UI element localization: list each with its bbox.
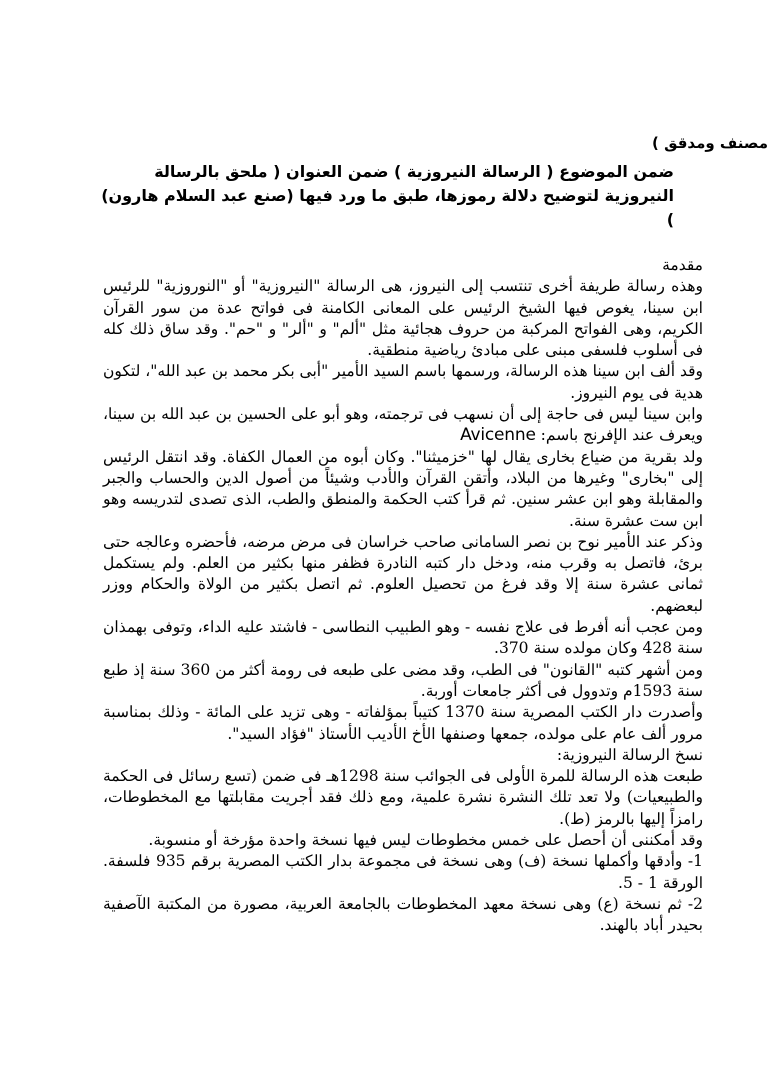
classification-line: مصنف ومدقق ) (652, 134, 768, 152)
paragraph: وقد أمكننى أن أحصل على خمس مخطوطات ليس فيها نسخة واحدة مؤرخة أو منسوبة. (148, 831, 703, 850)
paragraph: طبعت هذه الرسالة للمرة الأولى فى الجوائب سنة 1298هـ فى ضمن (تسع رسائل فى الحكمة والطبيعيات) ولا تعد تلك النشرة نشرة علمية، ومع ذلك فقد أجريت مقابلتها مع المخطوطات، رامزاً إليها بالرمز (ط). (103, 767, 704, 828)
section-heading-introduction: مقدمة (662, 256, 703, 274)
document-title: ضمن الموضوع ( الرسالة النيروزية ) ضمن العنوان ( ملحق بالرسالة النيروزية لتوضيح دلالة رموزها، طبق ما ورد فيها (صنع عبد السلام هارون) ) (101, 162, 674, 229)
paragraph: ومن عجب أنه أفرط فى علاج نفسه - وهو الطبيب النطاسى - فاشتد عليه الداء، وتوفى بهمذان سنة 428 وكان مولده سنة 370. (103, 618, 703, 658)
document-header (0, 132, 768, 232)
paragraph: وقد ألف ابن سينا هذه الرسالة، ورسمها باسم السيد الأمير "أبى بكر محمد بن عبد الله"، لتكون هدية فى يوم النيروز. (103, 362, 703, 402)
section-heading-manuscripts: نسخ الرسالة النيروزية: (556, 745, 703, 764)
paragraph: ومن أشهر كتبه "القانون" فى الطب، وقد مضى على طبعه فى رومة أكثر من 360 سنة إذ طبع سنة 1593م وتدوول فى أكثر جامعات أوربة. (103, 660, 704, 700)
paragraph: وأصدرت دار الكتب المصرية سنة 1370 كتيباً بمؤلفاته - وهى تزيد على المائة - وذلك بمناسبة مرور ألف عام على مولده، جمعها وصنفها الأخ الأديب الأستاذ "فؤاد السيد". (103, 703, 703, 743)
latin-name: Avicenne (460, 425, 536, 446)
paragraph: وهذه رسالة طريفة أخرى تنتسب إلى النيروز، هى الرسالة "النيروزية" أو "النوروزية" للرئيس ابن سينا، يغوص فيها الشيخ الرئيس على المعانى الكامنة فى فواتح عدة من سور القرآن الكريم، وهى الفواتح المركبة من حروف هجائية مثل "ألم" و "ألر" و "حم". وقد ساق ذلك كله فى أسلوب فلسفى مبنى على مبادئ رياضية منطقية. (103, 277, 703, 360)
paragraph: وذكر عند الأمير نوح بن نصر السامانى صاحب خراسان فى مرض مرضه، فأحضره وعالجه حتى برئ، فاتصل به وقرب منه، ودخل دار كتبه النادرة فظفر منها بكثير من العلم. ولم يستكمل ثمانى عشرة سنة إلا وقد فرغ من تحصيل العلوم. ثم اتصل بكثير من الولاة والحكام ووزر لبعضهم. (103, 532, 703, 615)
list-item: 2- ثم نسخة (ع) وهى نسخة معهد المخطوطات بالجامعة العربية، مصورة من المكتبة الآصفية بحيدر أباد بالهند. (103, 894, 703, 935)
paragraph-with-latin (103, 404, 703, 447)
paragraph-text: وابن سينا ليس فى حاجة إلى أن نسهب فى ترجمته، وهو أبو على الحسين بن عبد الله بن سينا، ويعرف عند الإفرنج باسم: (103, 405, 703, 445)
paragraph: ولد بقرية من ضياع بخارى يقال لها "خزميثنا". وكان أبوه من العمال الكفاة. وقد انتقل الرئيس إلى "بخارى" وغيرها من البلاد، وأتقن القرآن والأدب وشيئاً من أصول الدين والحساب والجبر والمقابلة وهو ابن عشر سنين. ثم قرأ كتب الحكمة والمنطق والطب، الذى تصدى لتدريسه وهو ابن ست عشرة سنة. (103, 447, 704, 530)
list-item: 1- وأدقها وأكملها نسخة (ف) وهى نسخة فى مجموعة بدار الكتب المصرية برقم 935 فلسفة. الورقة 1 - 5. (103, 852, 703, 892)
document-body (103, 255, 703, 937)
